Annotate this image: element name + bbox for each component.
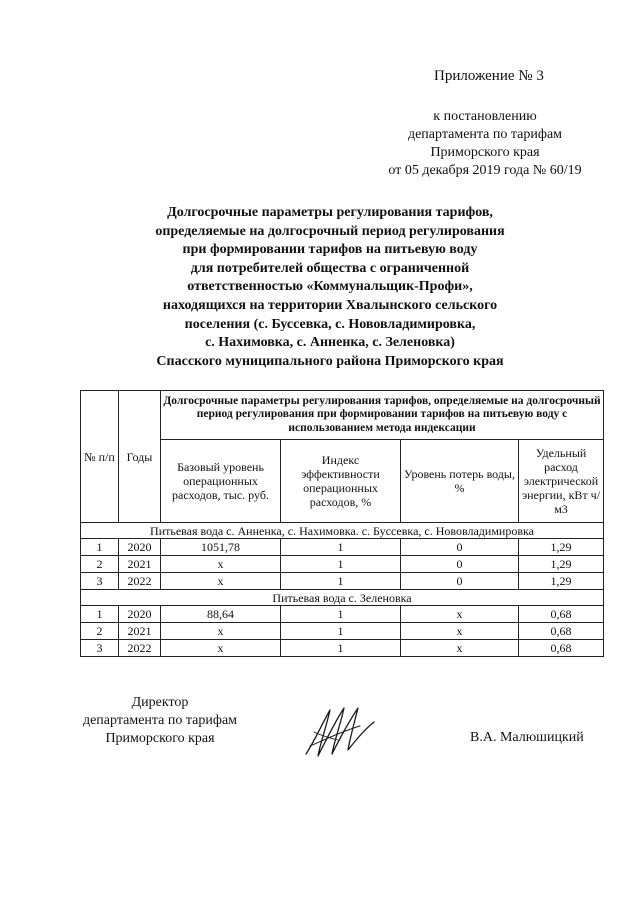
director-line: Директор: [131, 695, 189, 710]
cell-energy: 1,29: [519, 556, 604, 573]
cell-base-level: х: [161, 573, 281, 590]
resolution-line: Приморского края: [430, 145, 540, 160]
cell-efficiency-index: 1: [281, 606, 401, 623]
cell-efficiency-index: 1: [281, 556, 401, 573]
section-title: Питьевая вода с. Анненка, с. Нахимовка. с. Буссевка, с. Нововладимировка: [81, 523, 604, 539]
cell-base-level: х: [161, 556, 281, 573]
col-header-years: Годы: [119, 391, 161, 523]
table-row: [81, 640, 604, 657]
cell-energy: 0,68: [519, 623, 604, 640]
cell-base-level: х: [161, 640, 281, 657]
cell-base-level: 1051,78: [161, 539, 281, 556]
cell-number: 1: [81, 539, 119, 556]
appendix-title: Приложение № 3: [434, 68, 544, 84]
director-title: [60, 694, 260, 748]
resolution-line: от 05 декабря 2019 года № 60/19: [388, 163, 582, 178]
signer-name: В.А. Малюшицкий: [470, 730, 584, 745]
cell-energy: 0,68: [519, 640, 604, 657]
col-header-efficiency-index: Индекс эффективности операционных расходов, %: [281, 440, 401, 523]
document-heading: [120, 204, 540, 371]
cell-number: 1: [81, 606, 119, 623]
cell-year: 2021: [119, 623, 161, 640]
cell-energy: 1,29: [519, 539, 604, 556]
cell-year: 2022: [119, 573, 161, 590]
heading-line: с. Нахимовка, с. Анненка, с. Зеленовка): [205, 335, 455, 351]
parameters-table: [80, 390, 604, 657]
cell-efficiency-index: 1: [281, 573, 401, 590]
heading-line: определяемые на долгосрочный период регулирования: [155, 223, 505, 239]
col-header-water-losses: Уровень потерь воды, %: [401, 440, 519, 523]
col-header-number: № п/п: [81, 391, 119, 523]
cell-water-losses: х: [401, 606, 519, 623]
cell-base-level: 88,64: [161, 606, 281, 623]
cell-water-losses: х: [401, 640, 519, 657]
cell-base-level: х: [161, 623, 281, 640]
cell-water-losses: 0: [401, 539, 519, 556]
heading-line: ответственностью «Коммунальщик-Профи»,: [187, 279, 473, 295]
col-header-base-level: Базовый уровень операционных расходов, тыс. руб.: [161, 440, 281, 523]
cell-number: 3: [81, 573, 119, 590]
cell-year: 2021: [119, 556, 161, 573]
cell-number: 2: [81, 623, 119, 640]
cell-year: 2022: [119, 640, 161, 657]
cell-energy: 0,68: [519, 606, 604, 623]
cell-efficiency-index: 1: [281, 623, 401, 640]
col-header-energy-consumption: Удельный расход электрической энергии, кВт ч/м3: [519, 440, 604, 523]
table-row: [81, 623, 604, 640]
heading-line: поселения (с. Буссевка, с. Нововладимировка,: [184, 316, 476, 332]
handwritten-signature: [300, 702, 380, 762]
heading-line: при формировании тарифов на питьевую воду: [182, 242, 478, 258]
resolution-reference: [370, 108, 600, 180]
heading-line: для потребителей общества с ограниченной: [190, 260, 470, 276]
director-line: департамента по тарифам: [82, 713, 238, 728]
resolution-line: департамента по тарифам: [407, 127, 563, 142]
heading-line: находящихся на территории Хвалынского сельского: [162, 297, 498, 313]
group-header: Долгосрочные параметры регулирования тарифов, определяемые на долгосрочный период регулирования при формировании тарифов на питьевую воду с использованием метода индексации: [161, 391, 604, 440]
cell-water-losses: 0: [401, 573, 519, 590]
cell-water-losses: 0: [401, 556, 519, 573]
table-row: [81, 539, 604, 556]
heading-line: Долгосрочные параметры регулирования тарифов,: [167, 205, 493, 220]
table-row: [81, 606, 604, 623]
cell-water-losses: х: [401, 623, 519, 640]
cell-year: 2020: [119, 606, 161, 623]
cell-number: 3: [81, 640, 119, 657]
table-row: [81, 573, 604, 590]
resolution-line: к постановлению: [433, 109, 537, 124]
table-row: [81, 556, 604, 573]
heading-line: Спасского муниципального района Приморского края: [156, 353, 504, 369]
cell-year: 2020: [119, 539, 161, 556]
cell-number: 2: [81, 556, 119, 573]
cell-efficiency-index: 1: [281, 640, 401, 657]
director-line: Приморского края: [105, 731, 215, 746]
cell-energy: 1,29: [519, 573, 604, 590]
cell-efficiency-index: 1: [281, 539, 401, 556]
section-title: Питьевая вода с. Зеленовка: [81, 590, 604, 606]
